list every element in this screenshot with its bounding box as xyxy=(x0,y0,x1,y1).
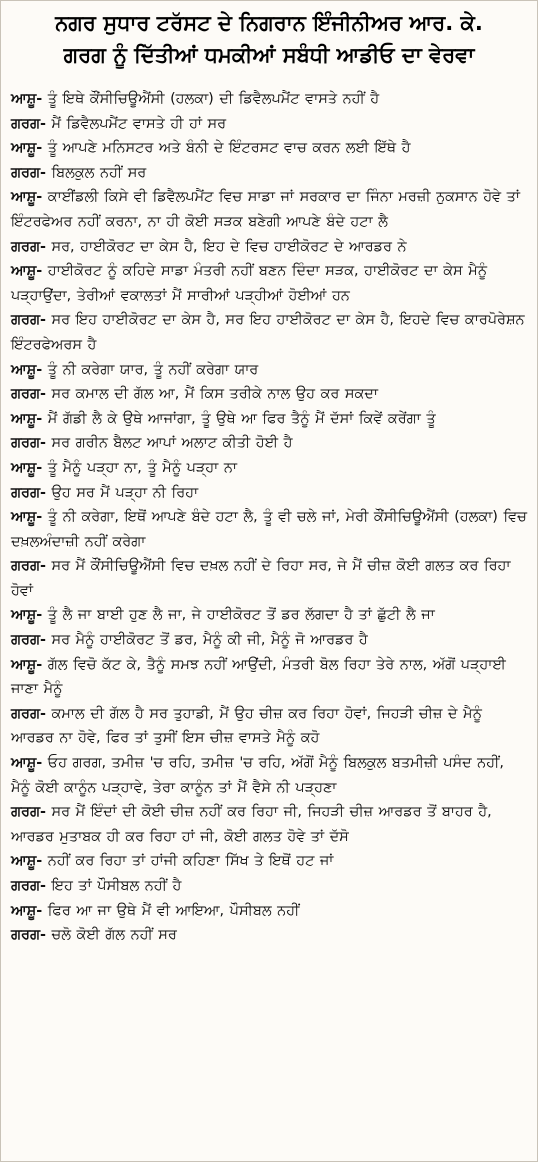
dialogue-transcript xyxy=(9,87,529,948)
dialogue-line xyxy=(11,235,527,260)
speaker-label: ਆਸ਼ੂ- xyxy=(11,902,43,919)
utterance-text: ਹਾਈਕੋਰਟ ਨੂੰ ਕਹਿਦੇ ਸਾਡਾ ਮੰਤਰੀ ਨਹੀਂ ਬਣਨ ਦਿੰਦਾ ਸੜਕ, ਹਾਈਕੋਰਟ ਦਾ ਕੇਸ ਮੈਨੂੰ ਪੜ੍ਹਾਉਂਦਾ, ਤੇਰੀਆਂ ਵਕਾਲਤਾਂ ਮੈਂ ਸਾਰੀਆਂ ਪੜ੍ਹੀਆਂ ਹੋਈਆਂ ਹਨ xyxy=(11,263,488,304)
speaker-label: ਗਰਗ- xyxy=(11,484,46,501)
speaker-label: ਗਰਗ- xyxy=(11,115,46,132)
utterance-text: ਤੂੰ ਨੀ ਕਰੇਗਾ, ਇਥੋਂ ਆਪਣੇ ਬੰਦੇ ਹਟਾ ਲੈ, ਤੂੰ ਵੀ ਚਲੇ ਜਾਂ, ਮੇਰੀ ਕੌਂਸੀਚਿਊਐਂਸੀ (ਹਲਕਾ) ਵਿਚ ਦਖ਼ਲਅੰਦਾਜ਼ੀ ਨਹੀਂ ਕਰੇਗਾ xyxy=(11,509,527,550)
utterance-text: ਸਰ ਇਹ ਹਾਈਕੋਰਟ ਦਾ ਕੇਸ ਹੈ, ਸਰ ਇਹ ਹਾਈਕੋਰਟ ਦਾ ਕੇਸ ਹੈ, ਇਹਦੇ ਵਿਚ ਕਾਰਪੋਰੇਸ਼ਨ ਇੰਟਰਫੇਅਰਸ ਹੈ xyxy=(11,312,525,353)
utterance-text: ਤੂੰ ਆਪਣੇ ਮਨਿਸਟਰ ਅਤੇ ਬੰਨੀ ਦੇ ਇੰਟਰਸਟ ਵਾਚ ਕਰਨ ਲਈ ਇੱਥੇ ਹੈ xyxy=(42,140,411,157)
utterance-text: ਉਹ ਸਰ ਮੈਂ ਪੜ੍ਹਾ ਨੀ ਰਿਹਾ xyxy=(45,484,199,501)
dialogue-line xyxy=(11,505,527,554)
utterance-text: ਸਰ ਮੈਂ ਕੌਂਸੀਚਿਊਐਂਸੀ ਵਿਚ ਦਖ਼ਲ ਨਹੀਂ ਦੇ ਰਿਹਾ ਸਰ, ਜੇ ਮੈਂ ਚੀਜ਼ ਕੋਈ ਗਲਤ ਕਰ ਰਿਹਾ ਹੋਵਾਂ xyxy=(11,558,511,599)
utterance-text: ਸਰ ਗਰੀਨ ਬੈਲਟ ਆਪਾਂ ਅਲਾਟ ਕੀਤੀ ਹੋਈ ਹੈ xyxy=(45,435,293,452)
utterance-text: ਕਾਈਂਡਲੀ ਕਿਸੇ ਵੀ ਡਿਵੈਲਪਮੈਂਟ ਵਿਚ ਸਾਡਾ ਜਾਂ ਸਰਕਾਰ ਦਾ ਜਿੰਨਾ ਮਰਜ਼ੀ ਨੁਕਸਾਨ ਹੋਵੇ ਤਾਂ ਇੰਟਰਫੇਅਰ ਨਹੀਂ ਕਰਨਾ, ਨਾ ਹੀ ਕੋਈ ਸੜਕ ਬਣੇਗੀ ਆਪਣੇ ਬੰਦੇ ਹਟਾ ਲੈ xyxy=(11,189,520,230)
speaker-label: ਗਰਗ- xyxy=(11,804,46,821)
dialogue-line xyxy=(11,308,527,357)
speaker-label: ਆਸ਼ੂ- xyxy=(11,140,43,157)
utterance-text: ਓਹ ਗਰਗ, ਤਮੀਜ਼ 'ਚ ਰਹਿ, ਤਮੀਜ਼ 'ਚ ਰਹਿ, ਅੱਗੋਂ ਮੈਨੂੰ ਬਿਲਕੁਲ ਬਤਮੀਜ਼ੀ ਪਸੰਦ ਨਹੀਂ, ਮੈਨੂੰ ਕੋਈ ਕਾਨੂੰਨ ਪੜ੍ਹਾਵੇ, ਤੇਰਾ ਕਾਨੂੰਨ ਤਾਂ ਮੈਂ ਵੈਸੇ ਨੀ ਪੜ੍ਹਣਾ xyxy=(11,755,504,796)
speaker-label: ਗਰਗ- xyxy=(11,164,46,181)
utterance-text: ਤੂੰ ਨੀ ਕਰੇਗਾ ਯਾਰ, ਤੂੰ ਨਹੀਂ ਕਰੇਗਾ ਯਾਰ xyxy=(42,361,259,378)
speaker-label: ਗਰਗ- xyxy=(11,312,46,329)
headline xyxy=(9,7,529,79)
dialogue-line xyxy=(11,653,527,702)
speaker-label: ਆਸ਼ੂ- xyxy=(11,459,43,476)
utterance-text: ਬਿਲਕੁਲ ਨਹੀਂ ਸਰ xyxy=(45,164,147,181)
dialogue-line xyxy=(11,923,527,948)
utterance-text: ਸਰ ਕਮਾਲ ਦੀ ਗੱਲ ਆ, ਮੈਂ ਕਿਸ ਤਰੀਕੇ ਨਾਲ ਉਹ ਕਰ ਸਕਦਾ xyxy=(45,386,378,403)
speaker-label: ਗਰਗ- xyxy=(11,705,46,722)
utterance-text: ਮੈਂ ਗੱਡੀ ਲੈ ਕੇ ਉਥੇ ਆਜਾਂਗਾ, ਤੂੰ ਉਥੇ ਆ ਫਿਰ ਤੈਨੂੰ ਮੈਂ ਦੱਸਾਂ ਕਿਵੇਂ ਕਰੇਂਗਾ ਤੂੰ xyxy=(42,410,436,427)
speaker-label: ਆਸ਼ੂ- xyxy=(11,263,43,280)
dialogue-line xyxy=(11,185,527,234)
utterance-text: ਕਮਾਲ ਦੀ ਗੱਲ ਹੈ ਸਰ ਤੁਹਾਡੀ, ਮੈਂ ਉਹ ਚੀਜ਼ ਕਰ ਰਿਹਾ ਹੋਵਾਂ, ਜਿਹੜੀ ਚੀਜ਼ ਦੇ ਮੈਨੂੰ ਆਰਡਰ ਨਾ ਹੋਵੇ, ਫਿਰ ਤਾਂ ਤੁਸੀਂ ਇਸ ਚੀਜ਼ ਵਾਸਤੇ ਮੈਨੂੰ ਕਹੋ xyxy=(11,705,482,747)
dialogue-line xyxy=(11,456,527,481)
speaker-label: ਗਰਗ- xyxy=(11,386,46,403)
utterance-text: ਇਹ ਤਾਂ ਪੌਸੀਬਲ ਨਹੀਂ ਹੈ xyxy=(45,878,182,894)
speaker-label: ਆਸ਼ੂ- xyxy=(11,755,43,772)
speaker-label: ਆਸ਼ੂ- xyxy=(11,656,43,673)
dialogue-line xyxy=(11,603,527,628)
dialogue-line xyxy=(11,849,527,874)
headline-line-1: ਨਗਰ ਸੁਧਾਰ ਟਰੱਸਟ ਦੇ ਨਿਗਰਾਨ ਇੰਜੀਨੀਅਰ ਆਰ. ਕੇ. xyxy=(55,11,483,35)
dialogue-line xyxy=(11,702,527,751)
dialogue-line xyxy=(11,899,527,924)
dialogue-line xyxy=(11,481,527,506)
speaker-label: ਆਸ਼ੂ- xyxy=(11,410,43,427)
dialogue-line xyxy=(11,751,527,800)
speaker-label: ਗਰਗ- xyxy=(11,435,46,452)
dialogue-line xyxy=(11,259,527,308)
speaker-label: ਆਸ਼ੂ- xyxy=(11,853,43,870)
speaker-label: ਗਰਗ- xyxy=(11,632,46,649)
utterance-text: ਗੱਲ ਵਿਚੋ ਕੱਟ ਕੇ, ਤੈਨੂੰ ਸਮਝ ਨਹੀਂ ਆਉਂਦੀ, ਮੰਤਰੀ ਬੋਲ ਰਿਹਾ ਤੇਰੇ ਨਾਲ, ਅੱਗੋਂ ਪੜ੍ਹਾਈ ਜਾਣਾ ਮੈਨੂੰ xyxy=(11,656,506,698)
dialogue-line xyxy=(11,87,527,112)
speaker-label: ਗਰਗ- xyxy=(11,927,46,944)
speaker-label: ਆਸ਼ੂ- xyxy=(11,361,43,378)
dialogue-line xyxy=(11,628,527,653)
dialogue-line xyxy=(11,554,527,603)
speaker-label: ਆਸ਼ੂ- xyxy=(11,189,43,206)
speaker-label: ਆਸ਼ੂ- xyxy=(11,607,43,624)
utterance-text: ਸਰ ਮੈਨੂੰ ਹਾਈਕੋਰਟ ਤੋਂ ਡਰ, ਮੈਨੂੰ ਕੀ ਜੀ, ਮੈਨੂੰ ਜੋ ਆਰਡਰ ਹੈ xyxy=(45,632,368,649)
utterance-text: ਫਿਰ ਆ ਜਾ ਉਥੇ ਮੈਂ ਵੀ ਆਇਆ, ਪੌਸੀਬਲ ਨਹੀਂ xyxy=(42,902,300,919)
dialogue-line xyxy=(11,874,527,899)
dialogue-line xyxy=(11,382,527,407)
utterance-text: ਮੈਂ ਡਿਵੈਲਪਮੈਂਟ ਵਾਸਤੇ ਹੀ ਹਾਂ ਸਰ xyxy=(45,115,227,132)
dialogue-line xyxy=(11,161,527,186)
dialogue-line xyxy=(11,136,527,161)
headline-line-2: ਗਰਗ ਨੂੰ ਦਿੱਤੀਆਂ ਧਮਕੀਆਂ ਸਬੰਧੀ ਆਡੀਓ ਦਾ ਵੇਰਵਾ xyxy=(63,43,475,67)
utterance-text: ਸਰ, ਹਾਈਕੋਰਟ ਦਾ ਕੇਸ ਹੈ, ਇਹ ਦੇ ਵਿਚ ਹਾਈਕੋਰਟ ਦੇ ਆਰਡਰ ਨੇ xyxy=(45,238,407,255)
dialogue-line xyxy=(11,358,527,383)
utterance-text: ਤੂੰ ਇਥੇ ਕੌਂਸੀਚਿਊਐਂਸੀ (ਹਲਕਾ) ਦੀ ਡਿਵੈਲਪਮੈਂਟ ਵਾਸਤੇ ਨਹੀਂ ਹੈ xyxy=(42,91,380,107)
speaker-label: ਗਰਗ- xyxy=(11,238,46,255)
utterance-text: ਤੂੰ ਮੈਨੂੰ ਪੜ੍ਹਾ ਨਾ, ਤੂੰ ਮੈਨੂੰ ਪੜ੍ਹਾ ਨਾ xyxy=(42,459,237,476)
speaker-label: ਆਸ਼ੂ- xyxy=(11,509,43,526)
dialogue-line xyxy=(11,431,527,456)
dialogue-line xyxy=(11,407,527,432)
dialogue-line xyxy=(11,112,527,137)
speaker-label: ਆਸ਼ੂ- xyxy=(11,91,43,107)
utterance-text: ਨਹੀਂ ਕਰ ਰਿਹਾ ਤਾਂ ਹਾਂਜੀ ਕਹਿਣਾ ਸਿੱਖ ਤੇ ਇਥੋਂ ਹਟ ਜਾਂ xyxy=(42,853,334,870)
speaker-label: ਗਰਗ- xyxy=(11,558,46,575)
speaker-label: ਗਰਗ- xyxy=(11,878,46,894)
dialogue-line xyxy=(11,800,527,849)
utterance-text: ਚਲੋ ਕੋਈ ਗੱਲ ਨਹੀਂ ਸਰ xyxy=(45,927,177,944)
utterance-text: ਤੂੰ ਲੈ ਜਾ ਬਾਈ ਹੁਣ ਲੈ ਜਾ, ਜੇ ਹਾਈਕੋਰਟ ਤੋਂ ਡਰ ਲੱਗਦਾ ਹੈ ਤਾਂ ਛੁੱਟੀ ਲੈ ਜਾ xyxy=(42,607,435,624)
utterance-text: ਸਰ ਮੈਂ ਇੰਦਾਂ ਦੀ ਕੋਈ ਚੀਜ਼ ਨਹੀਂ ਕਰ ਰਿਹਾ ਜੀ, ਜਿਹੜੀ ਚੀਜ਼ ਆਰਡਰ ਤੋਂ ਬਾਹਰ ਹੈ, ਆਰਡਰ ਮੁਤਾਬਕ ਹੀ ਕਰ ਰਿਹਾ ਹਾਂ ਜੀ, ਕੋਈ ਗਲਤ ਹੋਵੇ ਤਾਂ ਦੱਸੋ xyxy=(11,804,492,845)
